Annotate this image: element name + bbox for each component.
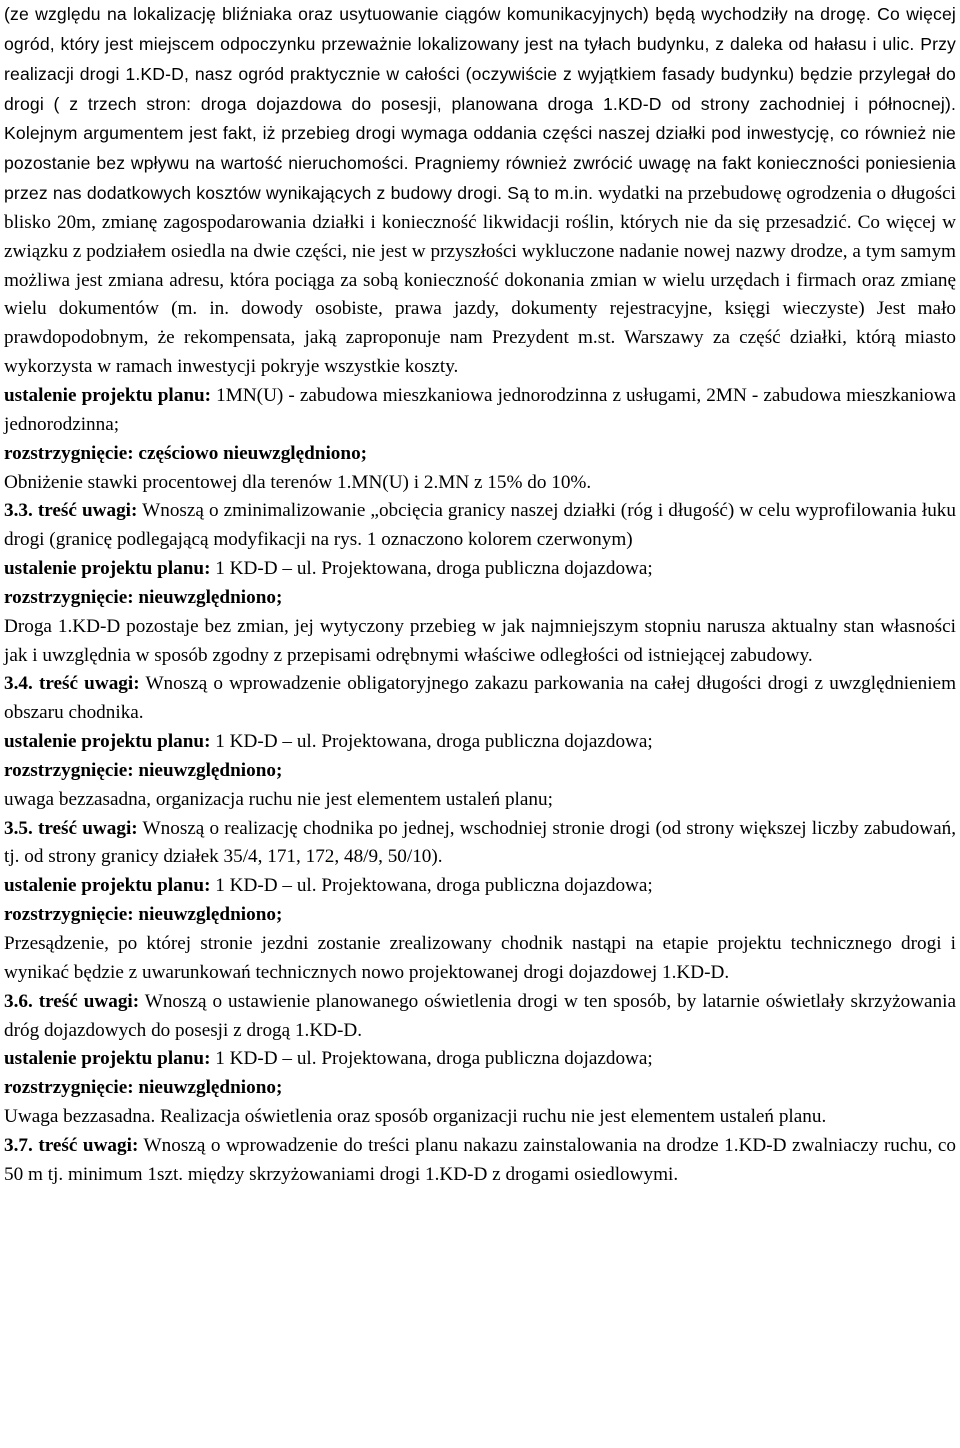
tresc-text: Wnoszą o zminimalizowanie „obcięcia granicy naszej działki (róg i długość) w celu wyprofilowania łuku drogi (granicę podlegającą modyfikacji na rys. 1 oznaczono kolorem czerwonym) xyxy=(4,500,956,551)
item-3-3-ustalenie xyxy=(4,555,956,584)
ustalenie-text: 1 KD-D – ul. Projektowana, droga publiczna dojazdowa; xyxy=(210,731,653,753)
ustalenie-label: ustalenie projektu planu: xyxy=(4,731,211,753)
ustalenie-label: ustalenie projektu planu: xyxy=(4,384,212,406)
tresc-text: Wnoszą o wprowadzenie obligatoryjnego zakazu parkowania na całej długości drogi z uwzględnieniem obszaru chodnika. xyxy=(4,673,956,724)
item-3-5-wyjasnienie: Przesądzenie, po której stronie jezdni zostanie zrealizowany chodnik nastąpi na etapie projektu technicznego drogi i wynikać będzie z uwarunkowań technicznych nowo projektowanej drogi dojazdowej 1.KD-D. xyxy=(4,933,956,983)
item-number: 3.3. xyxy=(4,500,33,522)
tresc-label: treść uwagi: xyxy=(32,1134,139,1156)
item-3-5-ustalenie xyxy=(4,872,956,901)
item-3-6-ustalenie xyxy=(4,1045,956,1074)
intro-sentence-3: Pragniemy również zwrócić uwagę na fakt konieczności poniesienia przez nas dodatkowych kosztów wynikających z budowy drogi. Są to m.in. xyxy=(4,153,956,204)
item-3-4-tresc xyxy=(4,670,956,728)
item-3-6-rozstrzygniecie xyxy=(4,1074,956,1103)
intro-sentence-2: Kolejnym argumentem jest fakt, iż przebieg drogi wymaga oddania części naszej działki pod inwestycję, co również nie pozostanie bez wpływu na wartość nieruchomości. xyxy=(4,123,956,174)
item-3-4-wyjasnienie: uwaga bezzasadna, organizacja ruchu nie jest elementem ustaleń planu; xyxy=(4,788,553,810)
intro-sentence-4: wydatki na przebudowę ogrodzenia o długości blisko 20m, zmianę zagospodarowania działki i konieczność likwidacji roślin, których nie da się przesadzić. Co więcej w związku z podziałem osiedla na dwie części, nie jest w przyszłości wykluczone nadanie nowej nazwy drodze, a tym samym możliwa jest zmiana adresu, która pociąga za sobą konieczność dokonania zmian w wielu urzędach i firmach oraz zmianę wielu dokumentów (m. in. dowody osobiste, prawa jazdy, dokumenty rejestracyjne, księgi wieczyste) Jest mało prawdopodobnym, że rekompensata, jaką zaproponuje nam Prezydent m.st. Warszawy za część działki, którą miasto wykorzysta w ramach inwestycji pokryje wszystkie koszty. xyxy=(4,183,956,378)
intro-ustalenie xyxy=(4,382,956,440)
intro-sentence-1: (ze względu na lokalizację bliźniaka oraz usytuowanie ciągów komunikacyjnych) będą wychodziły na drogę. Co więcej ogród, który jest miejscem odpoczynku przeważnie lokalizowany jest na tyłach budynku, z daleka od hałasu i ulic. Przy realizacji drogi 1.KD-D, nasz ogród praktycznie w całości (oczywiście z wyjątkiem fasady budynku) będzie przylegał do drogi ( z trzech stron: droga dojazdowa do posesji, planowana droga 1.KD-D od strony zachodniej i północnej). xyxy=(4,4,956,114)
item-number: 3.5. xyxy=(4,817,33,839)
item-number: 3.7. xyxy=(4,1134,33,1156)
intro-rozstrzygniecie xyxy=(4,440,956,469)
tresc-label: treść uwagi: xyxy=(32,500,138,522)
tresc-text: Wnoszą o ustawienie planowanego oświetlenia drogi w ten sposób, by latarnie oświetlały skrzyżowania dróg dojazdowych do posesji z drogą 1.KD-D. xyxy=(4,990,956,1041)
tresc-label: treść uwagi: xyxy=(32,673,140,695)
item-3-3-tresc xyxy=(4,497,956,555)
rozstrzygniecie-label: rozstrzygnięcie: nieuwzględniono; xyxy=(4,759,283,781)
item-3-6-wyjasnienie: Uwaga bezzasadna. Realizacja oświetlenia oraz sposób organizacji ruchu nie jest elementem ustaleń planu. xyxy=(4,1106,827,1128)
item-3-5-rozstrzygniecie xyxy=(4,901,956,930)
item-3-7-tresc xyxy=(4,1132,956,1190)
rozstrzygniecie-label: rozstrzygnięcie: nieuwzględniono; xyxy=(4,1077,283,1099)
ustalenie-text: 1 KD-D – ul. Projektowana, droga publiczna dojazdowa; xyxy=(210,1048,653,1070)
rozstrzygniecie-label: rozstrzygnięcie: częściowo nieuwzględniono; xyxy=(4,442,368,464)
item-number: 3.4. xyxy=(4,673,33,695)
rozstrzygniecie-label: rozstrzygnięcie: nieuwzględniono; xyxy=(4,586,283,608)
item-3-6-tresc xyxy=(4,988,956,1046)
item-3-4-ustalenie xyxy=(4,728,956,757)
item-3-4-rozstrzygniecie xyxy=(4,757,956,786)
ustalenie-label: ustalenie projektu planu: xyxy=(4,1048,211,1070)
ustalenie-label: ustalenie projektu planu: xyxy=(4,558,211,580)
ustalenie-label: ustalenie projektu planu: xyxy=(4,875,211,897)
item-number: 3.6. xyxy=(4,990,33,1012)
tresc-label: treść uwagi: xyxy=(32,990,140,1012)
ustalenie-text: 1MN(U) - zabudowa mieszkaniowa jednorodzinna z usługami, 2MN - zabudowa mieszkaniowa jednorodzinna; xyxy=(4,384,957,435)
tresc-label: treść uwagi: xyxy=(32,817,138,839)
tresc-text: Wnoszą o realizację chodnika po jednej, wschodniej stronie drogi (od strony większej liczby zabudowań, tj. od strony granicy działek 35/4, 171, 172, 48/9, 50/10). xyxy=(4,817,956,868)
item-3-3-wyjasnienie: Droga 1.KD-D pozostaje bez zmian, jej wytyczony przebieg w jak najmniejszym stopniu narusza aktualny stan własności jak i uwzględnia w sposób zgodny z przepisami odrębnymi właściwe odległości od istniejącej zabudowy. xyxy=(4,615,956,666)
intro-wyjasnienie: Obniżenie stawki procentowej dla terenów 1.MN(U) i 2.MN z 15% do 10%. xyxy=(4,471,592,493)
item-3-3-rozstrzygniecie xyxy=(4,584,956,613)
ustalenie-text: 1 KD-D – ul. Projektowana, droga publiczna dojazdowa; xyxy=(210,875,653,897)
rozstrzygniecie-label: rozstrzygnięcie: nieuwzględniono; xyxy=(4,904,283,926)
intro-paragraph xyxy=(4,0,956,382)
item-3-5-tresc xyxy=(4,815,956,873)
tresc-text: Wnoszą o wprowadzenie do treści planu nakazu zainstalowania na drodze 1.KD-D zwalniaczy ruchu, co 50 m tj. minimum 1szt. między skrzyżowaniami drogi 1.KD-D z drogami osiedlowymi. xyxy=(4,1134,957,1185)
ustalenie-text: 1 KD-D – ul. Projektowana, droga publiczna dojazdowa; xyxy=(210,558,653,580)
